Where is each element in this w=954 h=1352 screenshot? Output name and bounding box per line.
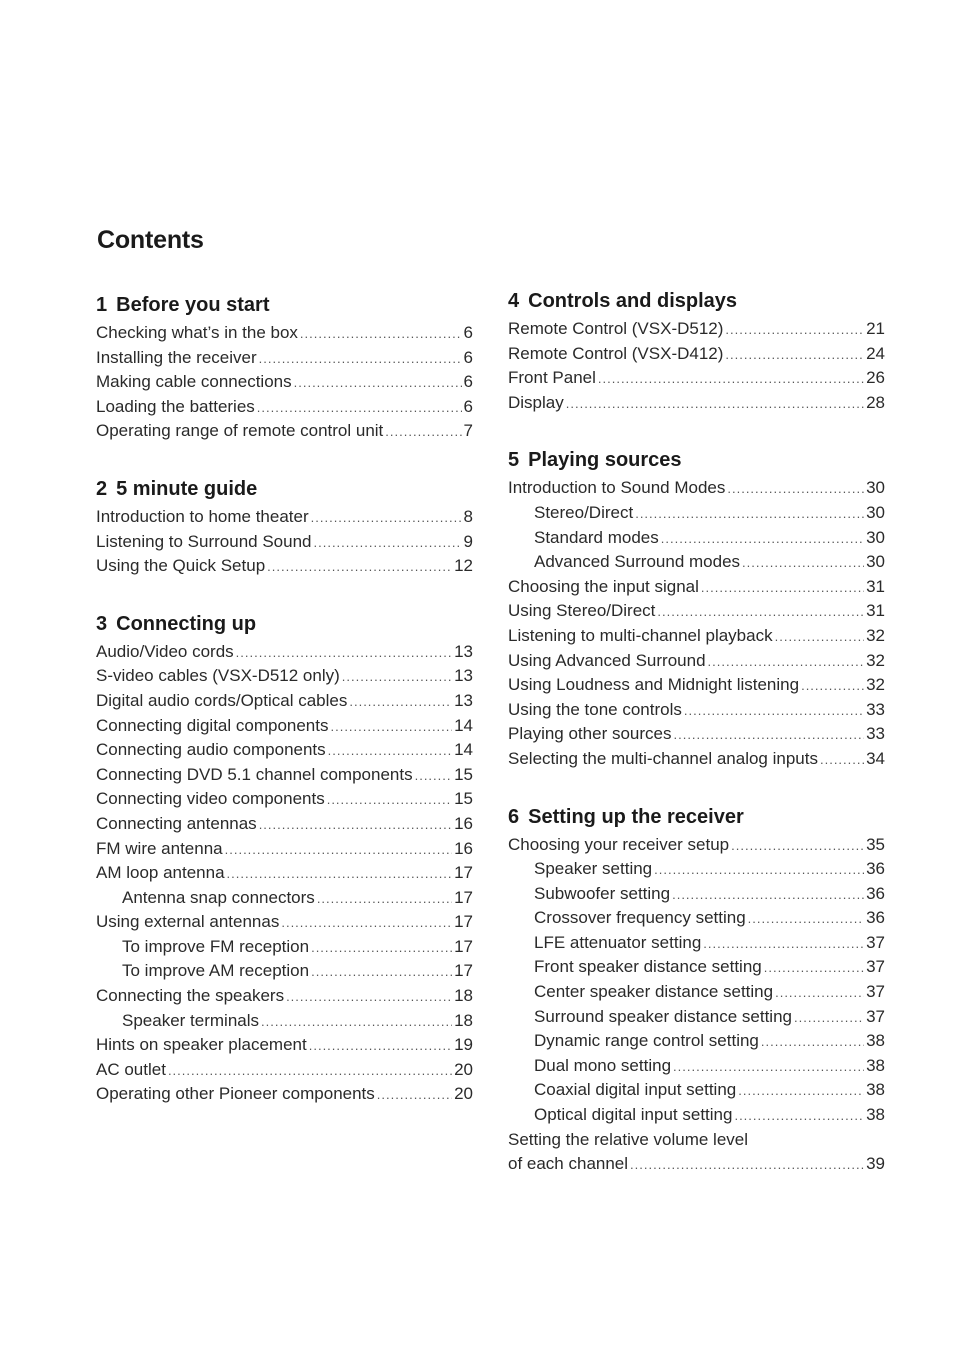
- entry-label: Advanced Surround modes: [534, 552, 741, 572]
- entry-label: Audio/Video cords: [96, 641, 234, 661]
- toc-entry[interactable]: [96, 738, 473, 763]
- toc-entry[interactable]: [96, 554, 473, 579]
- toc-subentry[interactable]: [508, 501, 885, 526]
- entry-label: Selecting the multi-channel analog inputs: [508, 748, 818, 768]
- section-title: Before you start: [116, 294, 270, 316]
- entry-label: To improve AM reception: [122, 961, 310, 981]
- entry-page: 37: [866, 982, 885, 1002]
- dot-leader: [725, 343, 864, 368]
- entry-label: S-video cables (VSX-D512 only): [96, 666, 340, 686]
- toc-entry[interactable]: [508, 698, 885, 723]
- entry-label: Front Panel: [508, 368, 596, 388]
- entry-page: 36: [866, 859, 885, 879]
- dot-leader: [259, 813, 452, 838]
- entry-label: Checking what’s in the box: [96, 323, 298, 342]
- toc-subentry[interactable]: [96, 886, 473, 911]
- entry-label: Optical digital input setting: [534, 1105, 733, 1125]
- entry-label: Center speaker distance setting: [534, 982, 774, 1002]
- dot-leader: [168, 1059, 452, 1084]
- entry-page: 30: [866, 552, 885, 572]
- section-heading[interactable]: [96, 475, 473, 503]
- dot-leader: [342, 665, 452, 690]
- toc-section-3: [96, 610, 473, 1107]
- section-heading[interactable]: [96, 291, 473, 319]
- dot-leader: [328, 739, 452, 764]
- dot-leader: [330, 715, 452, 740]
- dot-leader: [731, 834, 864, 859]
- entry-label: Dynamic range control setting: [534, 1031, 759, 1051]
- section-title: Controls and displays: [528, 290, 738, 312]
- dot-leader: [725, 318, 864, 343]
- dot-leader: [311, 506, 462, 531]
- toc-entry[interactable]: [96, 1033, 473, 1058]
- dot-leader: [701, 576, 864, 601]
- section-number: 2: [96, 477, 108, 500]
- dot-leader: [261, 1010, 452, 1035]
- entry-page: 12: [454, 556, 473, 576]
- toc-subentry[interactable]: [508, 857, 885, 882]
- entry-label: Crossover frequency setting: [534, 908, 746, 928]
- entry-label: Using the Quick Setup: [96, 556, 266, 576]
- entry-label: Front speaker distance setting: [534, 957, 762, 977]
- entry-page: 31: [866, 601, 885, 621]
- dot-leader: [703, 932, 864, 957]
- entry-label: Connecting audio components: [96, 740, 326, 760]
- toc-entry[interactable]: [96, 763, 473, 788]
- toc-entry[interactable]: [508, 1152, 885, 1177]
- toc-subentry[interactable]: [96, 1009, 473, 1034]
- entry-label: Standard modes: [534, 527, 659, 547]
- entry-label: Using Loudness and Midnight listening: [508, 675, 800, 695]
- toc-subentry[interactable]: [96, 959, 473, 984]
- entry-page: 31: [866, 576, 885, 596]
- toc-section-1: [96, 291, 473, 444]
- entry-label: Speaker setting: [534, 859, 653, 879]
- dot-leader: [635, 502, 864, 527]
- entry-page: 14: [454, 715, 473, 735]
- entry-label: Operating range of remote control unit: [96, 421, 384, 441]
- entry-label: Using external antennas: [96, 912, 280, 932]
- section-heading[interactable]: [508, 803, 885, 831]
- toc-subentry[interactable]: [508, 955, 885, 980]
- page-title: Contents: [97, 226, 204, 254]
- entry-label: Making cable connections: [96, 372, 292, 392]
- entry-label: Loading the batteries: [96, 396, 255, 416]
- entry-page: 38: [866, 1080, 885, 1100]
- entry-page: 6: [463, 372, 473, 392]
- entry-page: 24: [866, 343, 885, 363]
- entry-label: Using Stereo/Direct: [508, 601, 656, 621]
- entry-page: 13: [454, 666, 473, 686]
- toc-entry[interactable]: [96, 505, 473, 530]
- dot-leader: [236, 641, 452, 666]
- toc-subentry[interactable]: [508, 906, 885, 931]
- entry-page: 30: [866, 502, 885, 522]
- entry-label: Connecting video components: [96, 789, 325, 809]
- entry-label: Remote Control (VSX-D412): [508, 343, 724, 363]
- toc-entry[interactable]: [508, 366, 885, 391]
- entry-page: 20: [454, 1084, 473, 1104]
- toc-entry[interactable]: [96, 714, 473, 739]
- entry-page: 32: [866, 675, 885, 695]
- dot-leader: [385, 420, 461, 445]
- section-number: 5: [508, 449, 520, 472]
- toc-entry[interactable]: [96, 370, 473, 395]
- entry-page: 20: [454, 1059, 473, 1079]
- dot-leader: [727, 477, 864, 502]
- toc-entry[interactable]: [508, 342, 885, 367]
- entry-label: Operating other Pioneer components: [96, 1084, 375, 1104]
- toc-column-right: [508, 287, 885, 1208]
- toc-entry[interactable]: [508, 833, 885, 858]
- entry-label: AC outlet: [96, 1059, 166, 1079]
- entry-page: 37: [866, 932, 885, 952]
- entry-page: 36: [866, 908, 885, 928]
- entry-label: Stereo/Direct: [534, 502, 634, 522]
- dot-leader: [748, 907, 864, 932]
- dot-leader: [598, 367, 864, 392]
- entry-page: 16: [454, 838, 473, 858]
- dot-leader: [259, 347, 462, 372]
- entry-page: 17: [454, 863, 473, 883]
- section-heading[interactable]: [508, 446, 885, 474]
- entry-label: Setting the relative volume level: [508, 1129, 749, 1149]
- entry-label: Using the tone controls: [508, 699, 682, 719]
- dot-leader: [415, 764, 452, 789]
- entry-page: 16: [454, 813, 473, 833]
- entry-page: 37: [866, 957, 885, 977]
- dot-leader: [820, 748, 864, 773]
- toc-subentry[interactable]: [508, 882, 885, 907]
- entry-label: Connecting digital components: [96, 715, 329, 735]
- toc-entry[interactable]: [508, 1128, 885, 1153]
- toc-entry[interactable]: [508, 624, 885, 649]
- dot-leader: [775, 625, 864, 650]
- entry-label: of each channel: [508, 1154, 629, 1174]
- dot-leader: [257, 396, 462, 421]
- dot-leader: [775, 981, 864, 1006]
- entry-page: 28: [866, 392, 885, 412]
- entry-page: 34: [866, 748, 885, 768]
- entry-label: Remote Control (VSX-D512): [508, 319, 724, 338]
- entry-page: 38: [866, 1055, 885, 1075]
- entry-page: 13: [454, 641, 473, 661]
- entry-page: 39: [866, 1154, 885, 1174]
- toc-entry[interactable]: [96, 321, 473, 346]
- entry-label: Subwoofer setting: [534, 883, 671, 903]
- dot-leader: [801, 674, 864, 699]
- toc-entry[interactable]: [508, 575, 885, 600]
- section-title: Setting up the receiver: [528, 805, 744, 828]
- section-number: 1: [96, 294, 108, 316]
- dot-leader: [708, 650, 865, 675]
- toc-entry[interactable]: [96, 812, 473, 837]
- dot-leader: [309, 1034, 452, 1059]
- entry-label: Hints on speaker placement: [96, 1035, 307, 1055]
- toc-entry[interactable]: [96, 837, 473, 862]
- entry-label: Introduction to home theater: [96, 506, 309, 526]
- entry-page: 32: [866, 625, 885, 645]
- toc-entry[interactable]: [508, 722, 885, 747]
- entry-page: 26: [866, 368, 885, 388]
- entry-page: 19: [454, 1035, 473, 1055]
- dot-leader: [684, 699, 864, 724]
- toc-subentry[interactable]: [508, 931, 885, 956]
- toc-entry[interactable]: [96, 787, 473, 812]
- entry-label: Surround speaker distance setting: [534, 1006, 792, 1026]
- toc-entry[interactable]: [508, 747, 885, 772]
- dot-leader: [630, 1153, 864, 1178]
- dot-leader: [227, 862, 453, 887]
- toc-entry[interactable]: [96, 910, 473, 935]
- toc-subentry[interactable]: [508, 980, 885, 1005]
- toc-entry[interactable]: [96, 346, 473, 371]
- dot-leader: [225, 838, 452, 863]
- toc-entry[interactable]: [508, 391, 885, 416]
- toc-entry[interactable]: [508, 476, 885, 501]
- toc-entry[interactable]: [96, 984, 473, 1009]
- entry-label: Connecting antennas: [96, 813, 257, 833]
- toc-subentry[interactable]: [508, 1005, 885, 1030]
- dot-leader: [311, 936, 452, 961]
- entry-page: 15: [454, 764, 473, 784]
- toc-subentry[interactable]: [508, 550, 885, 575]
- toc-section-4: [508, 287, 885, 415]
- entry-page: 36: [866, 883, 885, 903]
- dot-leader: [742, 551, 864, 576]
- dot-leader: [317, 887, 452, 912]
- entry-page: 33: [866, 699, 885, 719]
- toc-subentry[interactable]: [508, 526, 885, 551]
- toc-subentry[interactable]: [96, 935, 473, 960]
- toc-entry[interactable]: [96, 530, 473, 555]
- entry-page: 18: [454, 1010, 473, 1030]
- toc-entry[interactable]: [96, 640, 473, 665]
- entry-label: Connecting the speakers: [96, 986, 285, 1006]
- toc-column-left: [96, 291, 473, 1138]
- dot-leader: [281, 911, 452, 936]
- entry-page: 9: [463, 531, 473, 551]
- entry-page: 14: [454, 740, 473, 760]
- toc-entry[interactable]: [96, 395, 473, 420]
- entry-page: 6: [463, 323, 473, 342]
- entry-label: Display: [508, 392, 564, 412]
- entry-page: 32: [866, 650, 885, 670]
- dot-leader: [349, 690, 452, 715]
- entry-page: 38: [866, 1031, 885, 1051]
- entry-page: 7: [463, 421, 473, 441]
- dot-leader: [734, 1104, 864, 1129]
- entry-label: Introduction to Sound Modes: [508, 478, 726, 498]
- dot-leader: [673, 1055, 864, 1080]
- entry-page: 18: [454, 986, 473, 1006]
- toc-entry[interactable]: [508, 599, 885, 624]
- toc-section-6: [508, 803, 885, 1177]
- dot-leader: [764, 956, 864, 981]
- entry-page: 17: [454, 887, 473, 907]
- entry-page: 6: [463, 347, 473, 367]
- toc-subentry[interactable]: [508, 1054, 885, 1079]
- dot-leader: [300, 322, 462, 347]
- toc-section-2: [96, 475, 473, 579]
- entry-page: 13: [454, 690, 473, 710]
- entry-label: Speaker terminals: [122, 1010, 260, 1030]
- dot-leader: [377, 1083, 452, 1108]
- section-number: 3: [96, 612, 108, 635]
- section-heading[interactable]: [96, 610, 473, 638]
- toc-entry[interactable]: [96, 861, 473, 886]
- entry-label: AM loop antenna: [96, 863, 225, 883]
- section-title: Playing sources: [528, 449, 682, 472]
- entry-page: 30: [866, 478, 885, 498]
- toc-subentry[interactable]: [508, 1103, 885, 1128]
- section-title: 5 minute guide: [116, 477, 258, 500]
- toc-entry[interactable]: [508, 317, 885, 342]
- dot-leader: [738, 1079, 864, 1104]
- dot-leader: [657, 600, 864, 625]
- entry-label: LFE attenuator setting: [534, 932, 702, 952]
- toc-section-5: [508, 446, 885, 771]
- entry-page: 37: [866, 1006, 885, 1026]
- entry-label: Coaxial digital input setting: [534, 1080, 737, 1100]
- entry-label: Listening to multi-channel playback: [508, 625, 773, 645]
- toc-entry[interactable]: [96, 689, 473, 714]
- dot-leader: [794, 1006, 864, 1031]
- toc-subentry[interactable]: [508, 1078, 885, 1103]
- entry-label: Choosing the input signal: [508, 576, 699, 596]
- toc-entry[interactable]: [96, 664, 473, 689]
- section-number: 6: [508, 805, 520, 828]
- dot-leader: [672, 883, 864, 908]
- dot-leader: [327, 788, 452, 813]
- entry-label: Listening to Surround Sound: [96, 531, 312, 551]
- entry-page: 33: [866, 724, 885, 744]
- entry-page: 38: [866, 1105, 885, 1125]
- entry-page: 8: [463, 506, 473, 526]
- toc-entry[interactable]: [96, 1082, 473, 1107]
- dot-leader: [314, 531, 462, 556]
- entry-label: Playing other sources: [508, 724, 672, 744]
- toc-subentry[interactable]: [508, 1029, 885, 1054]
- dot-leader: [673, 723, 864, 748]
- section-number: 4: [508, 290, 520, 312]
- dot-leader: [566, 392, 864, 417]
- toc-entry[interactable]: [508, 649, 885, 674]
- entry-page: 17: [454, 936, 473, 956]
- toc-entry[interactable]: [508, 673, 885, 698]
- entry-label: Choosing your receiver setup: [508, 834, 730, 854]
- entry-page: 17: [454, 961, 473, 981]
- section-heading[interactable]: [508, 287, 885, 315]
- toc-entry[interactable]: [96, 1058, 473, 1083]
- dot-leader: [311, 960, 452, 985]
- dot-leader: [267, 555, 452, 580]
- entry-label: Dual mono setting: [534, 1055, 672, 1075]
- dot-leader: [286, 985, 452, 1010]
- entry-label: Antenna snap connectors: [122, 887, 315, 907]
- entry-page: 6: [463, 396, 473, 416]
- entry-label: Installing the receiver: [96, 347, 257, 367]
- entry-page: 21: [866, 319, 885, 338]
- dot-leader: [294, 371, 462, 396]
- entry-page: 17: [454, 912, 473, 932]
- entry-label: To improve FM reception: [122, 936, 310, 956]
- entry-label: Digital audio cords/Optical cables: [96, 690, 348, 710]
- toc-entry[interactable]: [96, 419, 473, 444]
- entry-label: FM wire antenna: [96, 838, 223, 858]
- entry-page: 30: [866, 527, 885, 547]
- section-title: Connecting up: [116, 612, 257, 635]
- entry-label: Using Advanced Surround: [508, 650, 706, 670]
- entry-page: 35: [866, 834, 885, 854]
- dot-leader: [654, 858, 864, 883]
- entry-page: 15: [454, 789, 473, 809]
- entry-label: Connecting DVD 5.1 channel components: [96, 764, 413, 784]
- dot-leader: [761, 1030, 864, 1055]
- dot-leader: [661, 527, 864, 552]
